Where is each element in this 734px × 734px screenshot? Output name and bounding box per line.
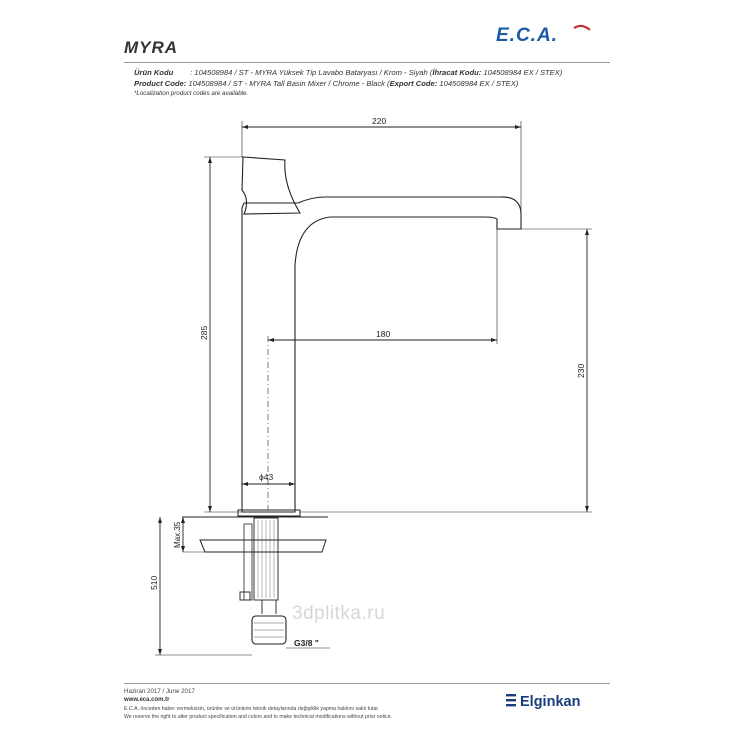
export-code-tr-label: İhracat Kodu: (432, 68, 482, 77)
faucet-body-outline (242, 197, 521, 512)
dim-label-diameter: ϕ43 (259, 472, 274, 482)
mounting-washer (200, 540, 326, 552)
export-code-en-label: Export Code: (389, 79, 438, 88)
hose-thread-1 (258, 520, 274, 598)
dim-label-max35: Max.35 (173, 521, 182, 548)
elginkan-bar-3 (506, 704, 516, 706)
footer-disclaimer-tr: E.C.A. önceden haber vermeksizin, ürünler ve ürünlerin teknik detaylarında değişiklik yapma hakkını saklı tutar. (124, 706, 380, 712)
watermark: 3dplitka.ru (292, 603, 386, 624)
dim-label-230: 230 (576, 363, 586, 378)
faucet-handle (242, 157, 300, 214)
localization-note: *Localization product codes are available. (134, 90, 249, 97)
dim-label-510: 510 (149, 575, 159, 590)
export-code-en-value: 104508984 EX / STEX) (437, 79, 519, 88)
eca-logo-text: E.C.A. (496, 25, 558, 46)
export-code-tr-value: 104508984 EX / STEX) (481, 68, 563, 77)
product-code-tr-value: : 104508984 / ST - MYRA Yüksek Tip Lavabo Bataryası / Krom - Siyah ( (190, 68, 433, 77)
footer-website: www.eca.com.tr (124, 697, 170, 703)
elginkan-logo (506, 690, 606, 710)
product-code-en-label: Product Code: (134, 79, 187, 88)
elginkan-logo-text: Elginkan (520, 694, 581, 710)
mounting-nut (240, 592, 250, 600)
elginkan-logo-mark (506, 690, 606, 710)
footer-divider (124, 683, 610, 684)
product-code-tr-label: Ürün Kodu (134, 68, 174, 77)
faucet-base-collar (238, 510, 300, 516)
footer-disclaimer-en: We reserve the right to alter product specification and colors and to make technical modifications without prior notice. (124, 714, 393, 720)
dim-label-thread: G3/8 " (294, 638, 319, 648)
footer-date: Haziran 2017 / June 2017 (124, 688, 195, 695)
product-title: MYRA (124, 38, 179, 57)
hose-connector (262, 600, 276, 614)
dim-label-220: 220 (372, 116, 387, 126)
dim-label-285: 285 (199, 325, 209, 340)
product-code-en-value: 104508984 / ST - MYRA Tall Basin Mixer / Chrome - Black ( (186, 79, 390, 88)
left-hose-fitting (244, 524, 252, 600)
dim-label-180: 180 (376, 329, 391, 339)
elginkan-bar-1 (506, 694, 516, 696)
elginkan-bar-2 (506, 699, 516, 701)
